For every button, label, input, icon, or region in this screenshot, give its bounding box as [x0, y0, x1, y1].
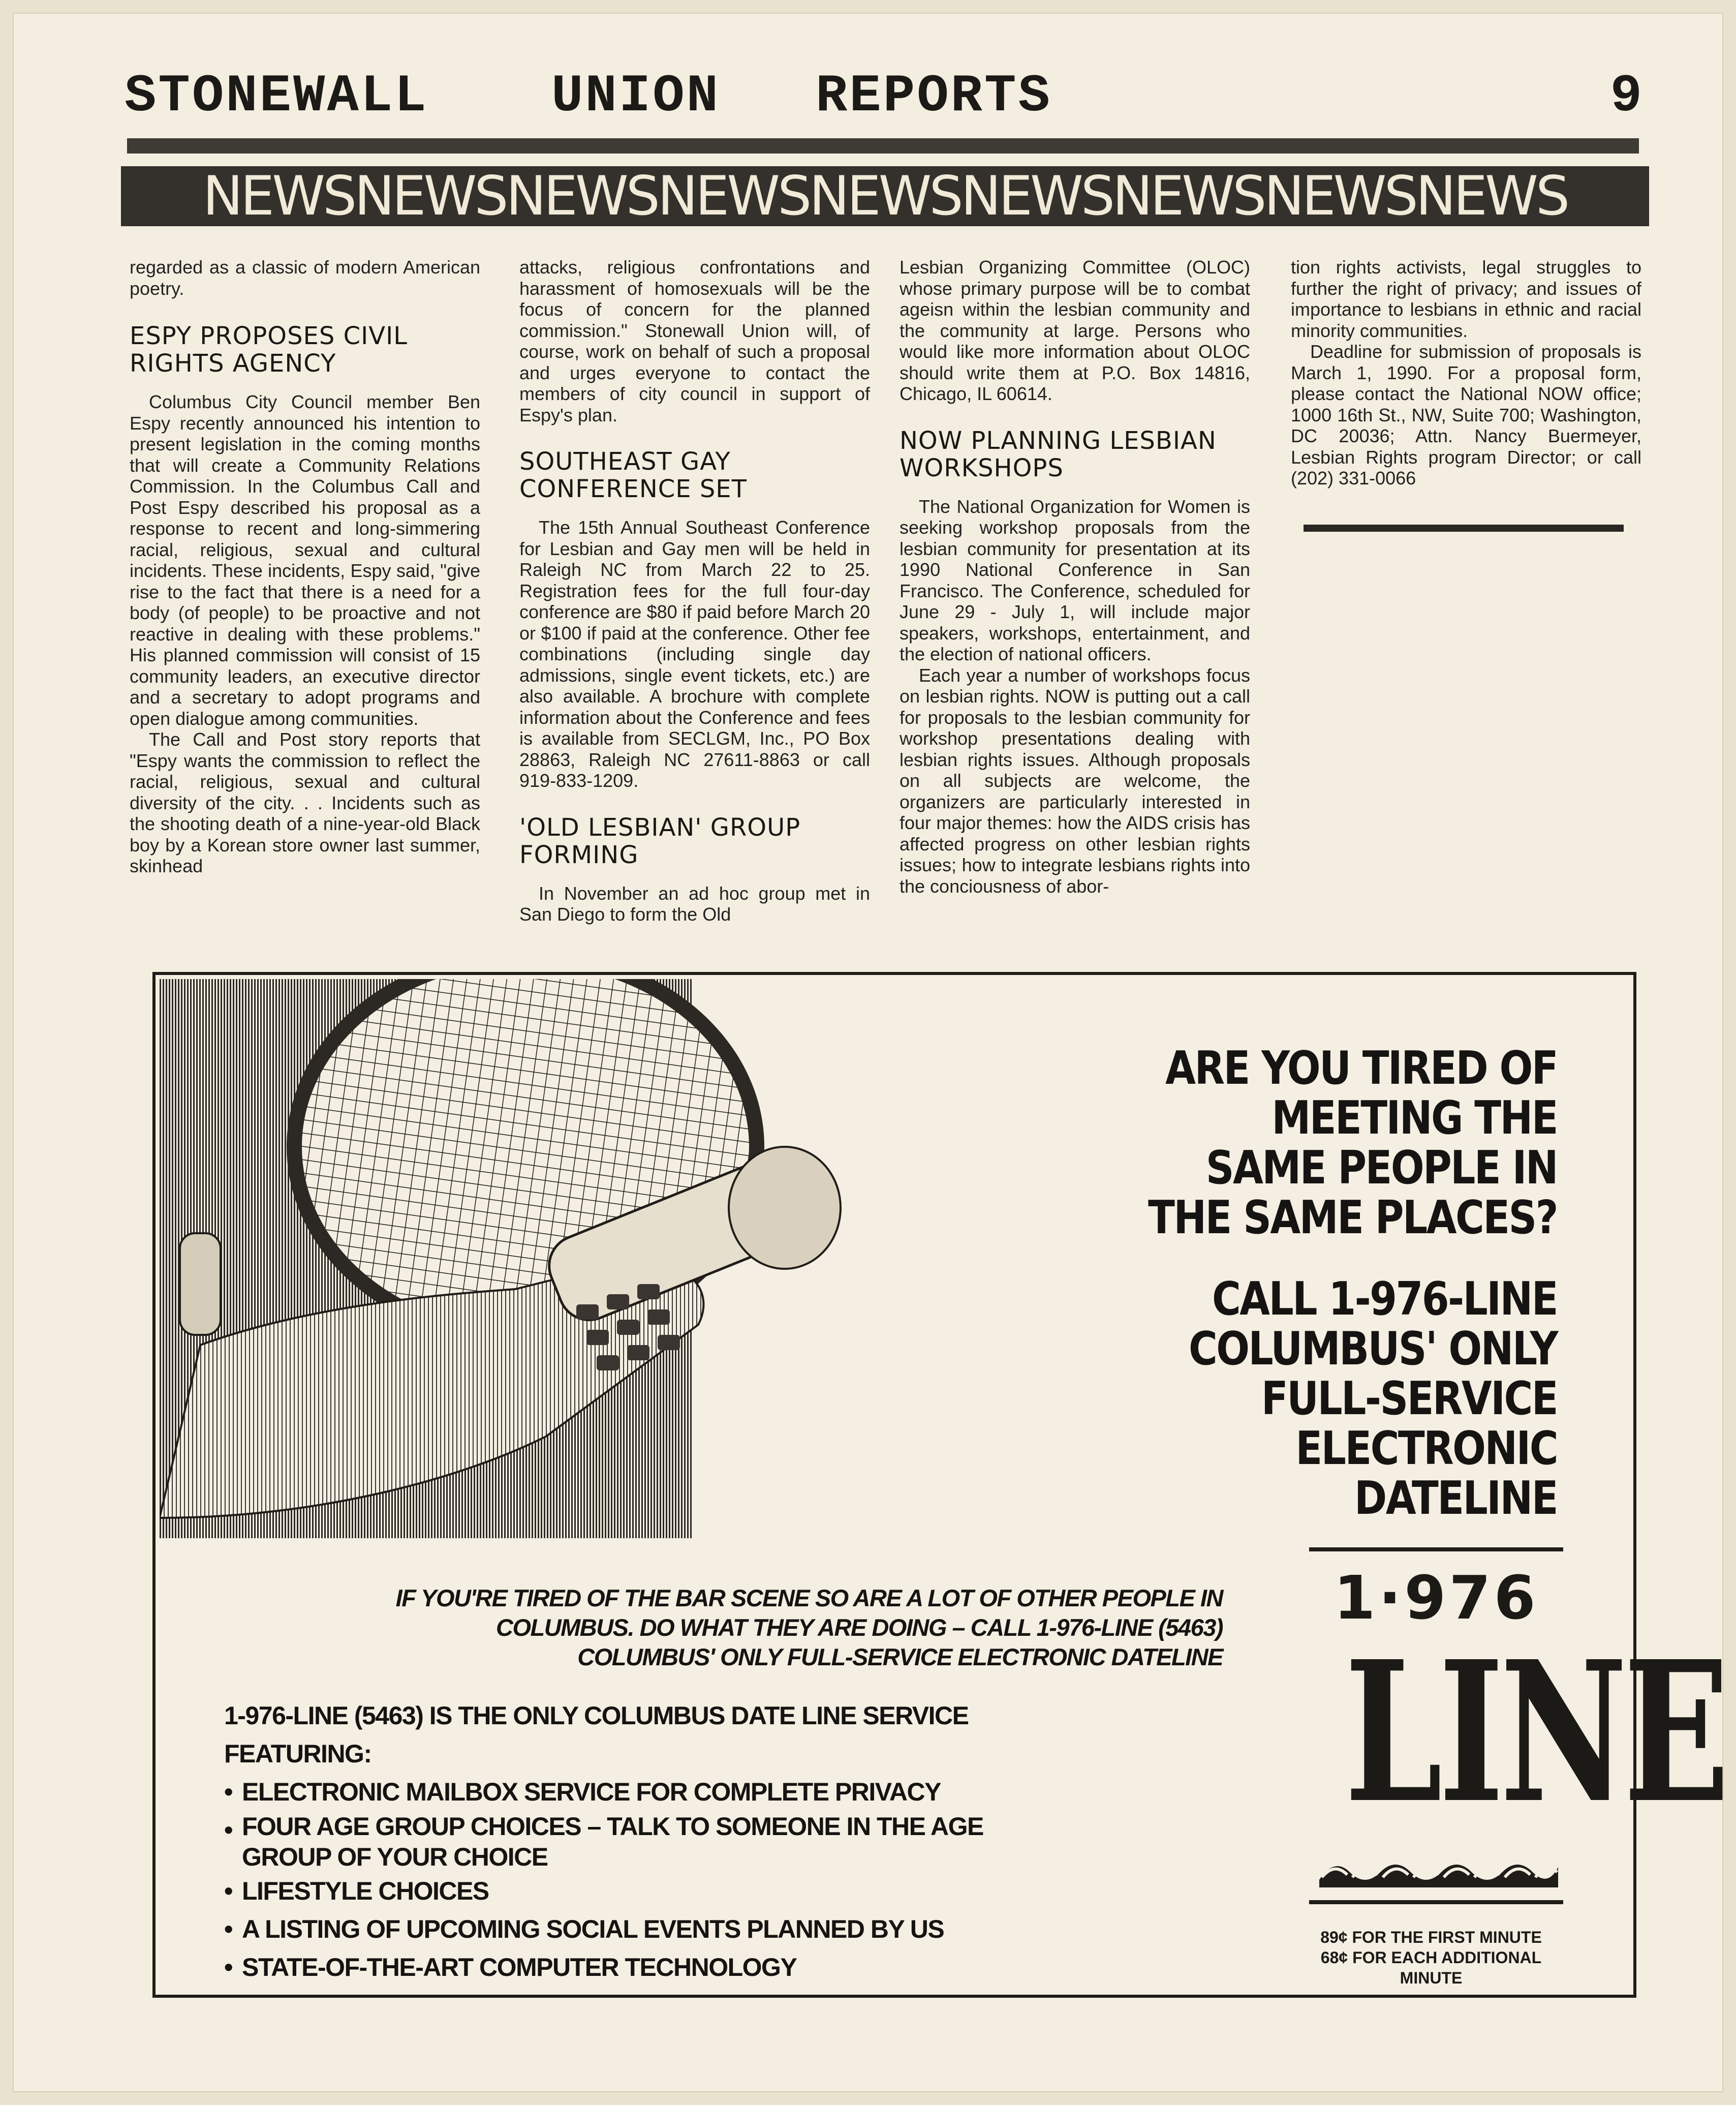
- continued-text: tion rights activists, legal struggles to further the right of privacy; and issues of importance to lesbians in ethnic and racial minority communities.: [1291, 257, 1641, 341]
- ad-tagline: [308, 1583, 1223, 1672]
- continued-text: attacks, religious confrontations and harassment of homosexuals will be the focus of concern for the planned commission." Stonewall Union will, of course, work on behalf of such a proposal and urges everyone to contact the members of city council in support of Espy's plan.: [519, 257, 870, 425]
- headline-old-lesbian: 'OLD LESBIAN' GROUP FORMING: [519, 813, 801, 869]
- tagline-line: COLUMBUS' ONLY FULL-SERVICE ELECTRONIC DATELINE: [577, 1643, 1223, 1670]
- tagline-line: IF YOU'RE TIRED OF THE BAR SCENE SO ARE A LOT OF OTHER PEOPLE IN: [395, 1584, 1223, 1611]
- feature-item: • A LISTING OF UPCOMING SOCIAL EVENTS PLANNED BY US: [224, 1910, 1088, 1948]
- feature-item-line: • FOUR AGE GROUP CHOICES – TALK TO SOMEONE IN THE AGE: [242, 1812, 983, 1841]
- paragraph: Columbus City Council member Ben Espy recently announced his intention to present legislation in the coming months that will create a Community Relations Commission. In the Columbus Call and Post Espy described his proposal as a response to recent and long-simmering racial, religious, sexual and cultural incidents. These incidents, Espy said, "give rise to the fact that there is a need for a body (of people) to be proactive and not reactive in dealing with these problems." His planned commission will consist of 15 community leaders, an executive director and a secretary to adopt programs and open dialogue among communities.: [130, 391, 480, 729]
- wave-icon: [1319, 1857, 1558, 1887]
- end-of-article-rule: [1304, 525, 1624, 532]
- pricing: [1289, 1927, 1573, 1988]
- headline-espy: ESPY PROPOSES CIVIL RIGHTS AGENCY: [130, 322, 408, 378]
- feature-item: • ELECTRONIC MAILBOX SERVICE FOR COMPLETE PRIVACY: [224, 1773, 1088, 1811]
- paragraph: The 15th Annual Southeast Conference for Lesbian and Gay men will be held in Raleigh NC from March 22 to 25. Registration fees for the full four-day conference are $80 if paid before March 20 or $100 if paid at the conference. Other fee combinations (including single day admissions, single event tickets, etc.) are also available. A brochure with complete information about the Conference and fees is available from SECLGM, Inc., PO Box 28863, Raleigh NC 27611-8863 or call 919-833-1209.: [519, 517, 870, 791]
- headline-now-workshops: NOW PLANNING LESBIAN WORKSHOPS: [900, 426, 1217, 482]
- logo-rule: [1309, 1900, 1563, 1904]
- feature-item-line: GROUP OF YOUR CHOICE: [242, 1843, 548, 1871]
- masthead-word-1: STONEWALL: [125, 67, 428, 127]
- logo-rule: [1309, 1547, 1563, 1551]
- features-intro: 1-976-LINE (5463) IS THE ONLY COLUMBUS DATE LINE SERVICE FEATURING:: [224, 1701, 969, 1768]
- article-column-4: [1291, 257, 1641, 943]
- masthead-rule: [127, 138, 1639, 154]
- features-list: [224, 1773, 1088, 1987]
- dateline-advertisement: [152, 972, 1726, 1998]
- page-number: 9: [1610, 67, 1644, 127]
- masthead: [125, 69, 1644, 125]
- logo-number: 1·976: [1334, 1563, 1539, 1633]
- ad-headline: [1120, 1044, 1557, 1523]
- ad-features: [224, 1697, 1088, 1987]
- paragraph: The National Organization for Women is seeking workshop proposals from the lesbian community for presentation at its 1990 National Conference in San Francisco. The Conference, scheduled for June 29 - July 1, will include major speakers, workshops, entertainment, and the election of national officers.: [900, 496, 1250, 664]
- paragraph: In November an ad hoc group met in San Diego to form the Old: [519, 882, 870, 925]
- call-line: CALL 1-976-LINE: [1212, 1272, 1557, 1326]
- price-line: 89¢ FOR THE FIRST MINUTE: [1320, 1928, 1542, 1946]
- headline-southeast-conference: SOUTHEAST GAY CONFERENCE SET: [519, 447, 747, 503]
- price-line: 68¢ FOR EACH ADDITIONAL MINUTE: [1320, 1948, 1542, 1987]
- continued-text: Lesbian Organizing Committee (OLOC) whose primary purpose will be to combat ageisn within the lesbian community and the community at large. Persons who would like more information about OLOC should write them at P.O. Box 14816, Chicago, IL 60614.: [900, 257, 1250, 404]
- continued-text: regarded as a classic of modern American poetry.: [130, 257, 480, 299]
- news-section-band: NEWSNEWSNEWSNEWSNEWSNEWSNEWSNEWSNEWS: [121, 166, 1649, 226]
- call-line: ELECTRONIC DATELINE: [1295, 1422, 1557, 1525]
- tagline-line: COLUMBUS. DO WHAT THEY ARE DOING – CALL 1-976-LINE (5463): [496, 1614, 1223, 1641]
- headline-line: ARE YOU TIRED OF: [1165, 1042, 1557, 1095]
- call-line: FULL-SERVICE: [1261, 1372, 1557, 1425]
- article-column-1: [130, 257, 480, 943]
- article-column-3: [900, 257, 1250, 943]
- logo-word: LINE: [1345, 1619, 1726, 1846]
- headline-line: MEETING THE: [1272, 1091, 1557, 1145]
- feature-item: • STATE-OF-THE-ART COMPUTER TECHNOLOGY: [224, 1948, 1088, 1987]
- feature-item: [224, 1811, 1088, 1872]
- paragraph: Deadline for submission of proposals is March 1, 1990. For a proposal form, please contact the National NOW office; 1000 16th St., NW, Suite 700; Washington, DC 20036; Attn. Nancy Buermeyer, Lesbian Rights program Director; or call (202) 331-0066: [1291, 341, 1641, 489]
- headline-line: SAME PEOPLE IN: [1205, 1141, 1557, 1195]
- feature-item: • LIFESTYLE CHOICES: [224, 1872, 1088, 1910]
- paragraph: Each year a number of workshops focus on lesbian rights. NOW is putting out a call for proposals to the lesbian community for workshop presentations dealing with lesbian rights issues. Although proposals on all subjects are welcome, the organizers are particularly interested in four major themes: how the AIDS crisis has affected progress on other lesbian rights issues; how to integrate lesbians rights into the conciousness of abor-: [900, 664, 1250, 897]
- headline-line: THE SAME PLACES?: [1148, 1191, 1557, 1244]
- paragraph: The Call and Post story reports that "Espy wants the commission to reflect the racial, religious, sexual and cultural diversity of the city. . . Incidents such as the shooting death of a nine-year-old Black boy by a Korean store owner last summer, skinhead: [130, 729, 480, 876]
- call-line: COLUMBUS' ONLY: [1188, 1322, 1557, 1376]
- masthead-word-3: REPORTS: [816, 67, 1052, 127]
- article-column-2: [519, 257, 870, 943]
- masthead-word-2: UNION: [551, 67, 721, 127]
- phone-and-racquet-photo: [160, 979, 1060, 1538]
